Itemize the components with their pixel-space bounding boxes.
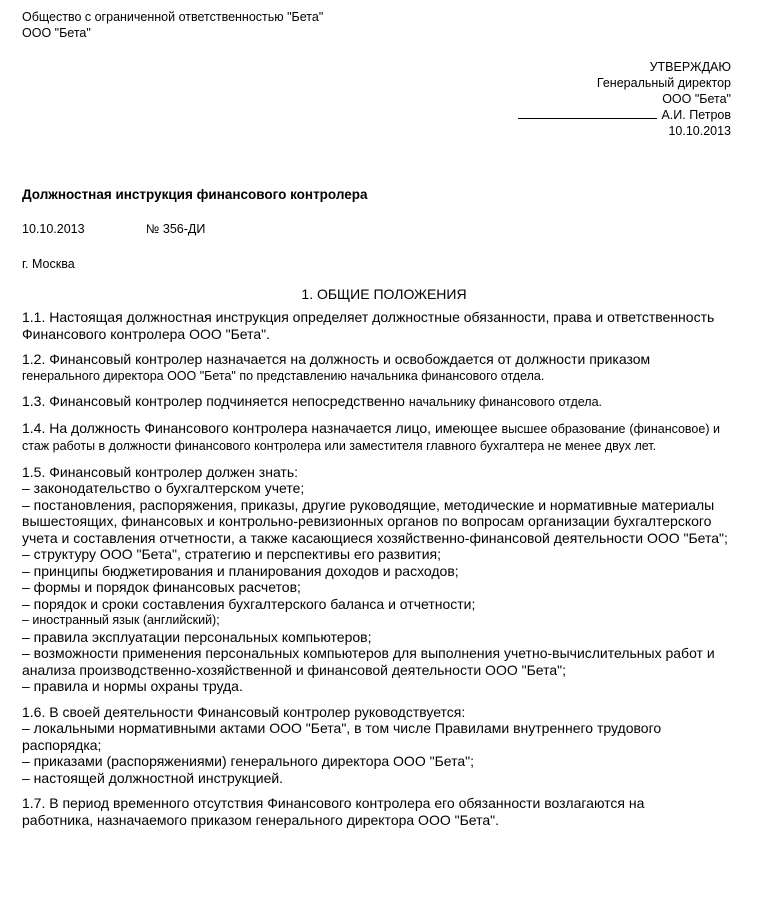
paragraph-1-7 — [22, 795, 742, 828]
section-title: 1. ОБЩИЕ ПОЛОЖЕНИЯ — [301, 286, 467, 302]
signature-line — [518, 107, 657, 119]
list-item: – возможности применения персональных компьютеров для выполнения учетно-вычислительных работ и анализа производственно-хозяйственной и финансовой деятельности ООО "Бета"; — [22, 645, 715, 678]
paragraph-1-4-experience: (финансовое) и стаж работы в должности финансового контролера или заместителя главного бухгалтера не менее двух лет. — [22, 421, 720, 453]
document-title: Должностная инструкция финансового контролера — [22, 187, 368, 202]
document-body — [22, 309, 742, 837]
list-item: – правила и нормы охраны труда. — [22, 678, 243, 694]
approval-signature-row — [518, 107, 731, 123]
list-item: – принципы бюджетирования и планирования доходов и расходов; — [22, 562, 459, 579]
approval-block — [518, 59, 731, 139]
document-meta — [22, 222, 206, 236]
document-number: № 356-ДИ — [146, 222, 206, 236]
paragraph-1-3-subordinate: начальнику финансового отдела. — [408, 395, 602, 409]
approval-date: 10.10.2013 — [668, 124, 731, 138]
paragraph-1-3 — [22, 393, 742, 411]
organization-header — [22, 9, 323, 41]
list-item: – формы и порядок финансовых расчетов; — [22, 579, 301, 595]
list-item: – порядок и сроки составления бухгалтерского баланса и отчетности; — [22, 595, 476, 612]
list-item: – иностранный язык (английский); — [22, 613, 220, 627]
paragraph-1-2-line-1: 1.2. Финансовый контролер назначается на должность и освобождается от должности приказом — [22, 351, 651, 367]
list-item: – локальными нормативными актами ООО "Бета", в том числе Правилами внутреннего трудового распорядка; — [22, 720, 662, 753]
paragraph-1-7-line-2: работника, назначаемого приказом генерального директора ООО "Бета". — [22, 811, 499, 828]
approval-company: ООО "Бета" — [662, 92, 731, 106]
list-item: – правила эксплуатации персональных компьютеров; — [22, 628, 372, 645]
organization-short-name: ООО "Бета" — [22, 26, 91, 40]
paragraph-1-6-intro: 1.6. В своей деятельности Финансовый контролер руководствуется: — [22, 703, 466, 720]
paragraph-1-2-line-2: генерального директора ООО "Бета" по представлению начальника финансового отдела. — [22, 368, 545, 383]
paragraph-1-3-text: 1.3. Финансовый контролер подчиняется непосредственно — [22, 393, 405, 409]
paragraph-1-4-text: 1.4. На должность Финансового контролера назначается лицо, имеющее — [22, 419, 498, 436]
paragraph-1-4 — [22, 420, 742, 455]
document-date: 10.10.2013 — [22, 222, 85, 236]
list-item: – постановления, распоряжения, приказы, другие руководящие, методические и нормативные материалы вышестоящих, финансовых и контрольно-ревизионных органов по вопросам организации бухгалтерского учета и составления отчетности, а также касающиеся хозяйственно-финансовой деятельности ООО "Бета"; — [22, 496, 728, 546]
paragraph-1-7-line-1: 1.7. В период временного отсутствия Финансового контролера его обязанности возлагаются на — [22, 795, 645, 811]
paragraph-1-2 — [22, 351, 742, 384]
approval-position: Генеральный директор — [596, 76, 731, 90]
list-item: – структуру ООО "Бета", стратегию и перспективы его развития; — [22, 546, 441, 562]
paragraph-1-6 — [22, 704, 742, 787]
list-item: – настоящей должностной инструкцией. — [22, 769, 284, 786]
document-city: г. Москва — [22, 257, 75, 271]
approval-signer: А.И. Петров — [661, 108, 731, 122]
paragraph-1-4-education: высшее образование — [501, 421, 626, 436]
approval-heading: УТВЕРЖДАЮ — [649, 60, 731, 74]
list-item: – законодательство о бухгалтерском учете; — [22, 480, 305, 496]
paragraph-1-5 — [22, 464, 742, 695]
organization-full-name: Общество с ограниченной ответственностью "Бета" — [22, 10, 324, 24]
paragraph-1-5-intro: 1.5. Финансовый контролер должен знать: — [22, 463, 299, 480]
list-item: – приказами (распоряжениями) генерального директора ООО "Бета"; — [22, 753, 474, 769]
paragraph-1-1: 1.1. Настоящая должностная инструкция определяет должностные обязанности, права и ответственность Финансового контролера ООО "Бета". — [22, 309, 715, 342]
